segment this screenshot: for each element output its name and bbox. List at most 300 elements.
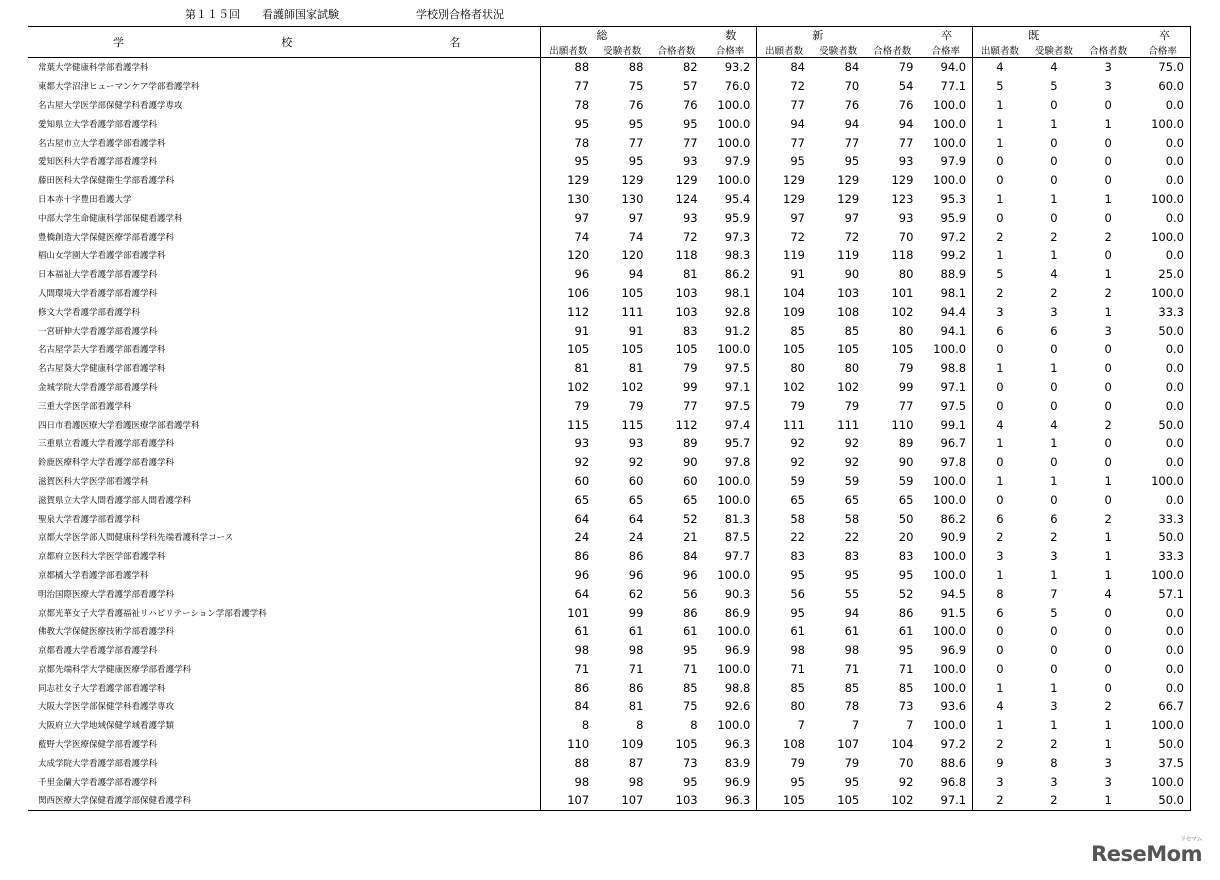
value-cell: 103 bbox=[837, 285, 860, 300]
group-past-char-b: 卒 bbox=[1159, 29, 1170, 42]
value-cell: 111 bbox=[621, 304, 644, 319]
value-cell: 84 bbox=[682, 549, 698, 564]
value-cell: 86 bbox=[574, 549, 590, 564]
value-cell: 95 bbox=[790, 567, 805, 582]
value-cell: 8 bbox=[996, 586, 1004, 601]
value-cell: 87 bbox=[628, 755, 644, 770]
value-cell: 0 bbox=[996, 492, 1004, 507]
value-cell: 61 bbox=[844, 624, 860, 639]
value-cell: 50.0 bbox=[1135, 735, 1190, 754]
value-cell: 24 bbox=[574, 530, 590, 545]
value-cell: 115 bbox=[567, 417, 590, 432]
value-cell: 103 bbox=[649, 791, 703, 810]
school-name-cell: 聖泉大学看護学部看護学科 bbox=[28, 509, 541, 528]
value-cell: 100.0 bbox=[1135, 114, 1190, 133]
value-cell: 86 bbox=[628, 680, 644, 695]
value-cell: 0 bbox=[1104, 135, 1112, 150]
value-cell: 93 bbox=[628, 436, 644, 451]
value-cell: 64 bbox=[574, 586, 590, 601]
value-cell: 95 bbox=[682, 116, 698, 131]
value-cell: 4 bbox=[1050, 417, 1058, 432]
value-cell: 20 bbox=[898, 530, 914, 545]
group-header-total bbox=[541, 27, 757, 44]
value-cell: 75 bbox=[682, 699, 698, 714]
value-cell: 0 bbox=[1050, 135, 1058, 150]
value-cell: 100.0 bbox=[704, 96, 757, 115]
sub-header-cell: 合格者数 bbox=[1081, 43, 1135, 58]
value-cell: 1 bbox=[1050, 248, 1058, 263]
value-cell: 77 bbox=[898, 135, 914, 150]
value-cell: 3 bbox=[1050, 549, 1058, 564]
value-cell: 59 bbox=[790, 473, 805, 488]
value-cell: 129 bbox=[783, 191, 805, 206]
value-cell: 97.1 bbox=[704, 378, 757, 397]
table-row bbox=[28, 171, 1191, 190]
header-char-1: 学 bbox=[113, 36, 124, 49]
table-row bbox=[28, 190, 1191, 209]
value-cell: 2 bbox=[996, 229, 1004, 244]
value-cell: 96 bbox=[574, 267, 590, 282]
value-cell: 2 bbox=[1104, 699, 1112, 714]
value-cell: 94 bbox=[898, 116, 914, 131]
value-cell: 115 bbox=[621, 417, 644, 432]
value-cell: 0 bbox=[1104, 455, 1112, 470]
value-cell: 33.3 bbox=[1135, 547, 1190, 566]
value-cell: 0 bbox=[1050, 492, 1058, 507]
group-total-char-b: 数 bbox=[725, 29, 737, 42]
value-cell: 5 bbox=[996, 79, 1004, 94]
value-cell: 95.9 bbox=[704, 208, 757, 227]
table-row bbox=[28, 340, 1191, 359]
value-cell: 97.3 bbox=[704, 227, 757, 246]
value-cell: 94 bbox=[790, 116, 805, 131]
value-cell: 0 bbox=[1050, 661, 1058, 676]
value-cell: 71 bbox=[844, 661, 860, 676]
value-cell: 4 bbox=[996, 60, 1004, 75]
value-cell: 77 bbox=[628, 135, 644, 150]
sub-header-cell: 受験者数 bbox=[1027, 43, 1081, 58]
school-name-cell: 滋賀県立大学人間看護学部人間看護学科 bbox=[28, 490, 541, 509]
value-cell: 81 bbox=[574, 361, 590, 376]
value-cell: 100.0 bbox=[919, 472, 972, 491]
value-cell: 3 bbox=[1104, 60, 1112, 75]
value-cell: 98 bbox=[574, 643, 590, 658]
value-cell: 0.0 bbox=[1135, 434, 1190, 453]
school-name-cell: 日本赤十字豊田看護大学 bbox=[28, 190, 541, 209]
value-cell: 94.4 bbox=[919, 302, 972, 321]
table-row bbox=[28, 359, 1191, 378]
value-cell: 92 bbox=[844, 436, 860, 451]
value-cell: 88.9 bbox=[919, 265, 972, 284]
value-cell: 78 bbox=[574, 97, 590, 112]
value-cell: 76.0 bbox=[704, 77, 757, 96]
value-cell: 77 bbox=[574, 79, 590, 94]
value-cell: 98.8 bbox=[704, 678, 757, 697]
value-cell: 83 bbox=[682, 323, 698, 338]
value-cell: 66.7 bbox=[1135, 697, 1190, 716]
table-row bbox=[28, 378, 1191, 397]
value-cell: 60.0 bbox=[1135, 77, 1190, 96]
value-cell: 80 bbox=[898, 267, 914, 282]
sub-header-cell: 出願者数 bbox=[757, 43, 811, 58]
value-cell: 86.2 bbox=[919, 509, 972, 528]
value-cell: 71 bbox=[898, 661, 914, 676]
value-cell: 100.0 bbox=[704, 716, 757, 735]
value-cell: 0 bbox=[1050, 379, 1058, 394]
value-cell: 102 bbox=[891, 304, 914, 319]
value-cell: 95 bbox=[682, 643, 698, 658]
value-cell: 37.5 bbox=[1135, 753, 1190, 772]
value-cell: 123 bbox=[891, 191, 914, 206]
value-cell: 95 bbox=[844, 154, 860, 169]
value-cell: 120 bbox=[567, 248, 590, 263]
value-cell: 62 bbox=[628, 586, 644, 601]
value-cell: 72 bbox=[790, 79, 805, 94]
value-cell: 77.1 bbox=[919, 77, 972, 96]
value-cell: 92 bbox=[628, 455, 644, 470]
value-cell: 99 bbox=[898, 379, 914, 394]
value-cell: 57.1 bbox=[1135, 584, 1190, 603]
value-cell: 76 bbox=[844, 97, 860, 112]
value-cell: 6 bbox=[996, 605, 1004, 620]
sub-header-cell: 合格率 bbox=[704, 43, 757, 58]
value-cell: 61 bbox=[898, 624, 914, 639]
value-cell: 76 bbox=[682, 97, 698, 112]
value-cell: 100.0 bbox=[1135, 284, 1190, 303]
sub-header-cell: 合格者数 bbox=[865, 43, 919, 58]
value-cell: 100.0 bbox=[919, 547, 972, 566]
value-cell: 1 bbox=[996, 135, 1004, 150]
value-cell: 79 bbox=[574, 398, 590, 413]
value-cell: 95.3 bbox=[919, 190, 972, 209]
table-row bbox=[28, 547, 1191, 566]
value-cell: 84 bbox=[844, 60, 860, 75]
value-cell: 100.0 bbox=[919, 114, 972, 133]
value-cell: 75 bbox=[628, 79, 644, 94]
value-cell: 100.0 bbox=[1135, 227, 1190, 246]
value-cell: 0 bbox=[1104, 398, 1112, 413]
value-cell: 94.0 bbox=[919, 58, 972, 77]
value-cell: 90 bbox=[898, 455, 914, 470]
value-cell: 0 bbox=[1104, 436, 1112, 451]
value-cell: 108 bbox=[783, 737, 805, 752]
value-cell: 0 bbox=[1050, 173, 1058, 188]
value-cell: 77 bbox=[844, 135, 860, 150]
value-cell: 77 bbox=[682, 135, 698, 150]
value-cell: 112 bbox=[567, 304, 590, 319]
value-cell: 93 bbox=[682, 154, 698, 169]
value-cell: 107 bbox=[595, 791, 649, 810]
value-cell: 0.0 bbox=[1135, 603, 1190, 622]
value-cell: 65 bbox=[574, 492, 590, 507]
value-cell: 74 bbox=[574, 229, 590, 244]
school-name-cell: 名古屋葵大学健康科学部看護学科 bbox=[28, 359, 541, 378]
value-cell: 3 bbox=[996, 549, 1004, 564]
value-cell: 65 bbox=[682, 492, 698, 507]
table-row bbox=[28, 472, 1191, 491]
table-row bbox=[28, 697, 1191, 716]
value-cell: 86 bbox=[628, 549, 644, 564]
value-cell: 1 bbox=[1081, 791, 1135, 810]
value-cell: 97.2 bbox=[919, 227, 972, 246]
school-name-cell: 藤田医科大学保健衛生学部看護学科 bbox=[28, 171, 541, 190]
value-cell: 81 bbox=[628, 699, 644, 714]
value-cell: 0.0 bbox=[1135, 641, 1190, 660]
value-cell: 1 bbox=[996, 473, 1004, 488]
value-cell: 64 bbox=[628, 511, 644, 526]
value-cell: 79 bbox=[844, 398, 860, 413]
value-cell: 8 bbox=[1050, 755, 1058, 770]
value-cell: 0 bbox=[996, 643, 1004, 658]
table-row bbox=[28, 133, 1191, 152]
school-name-cell: 一宮研伸大学看護学部看護学科 bbox=[28, 321, 541, 340]
school-name-cell: 明治国際医療大学看護学部看護学科 bbox=[28, 584, 541, 603]
value-cell: 3 bbox=[1050, 304, 1058, 319]
group-header-new-grad bbox=[757, 27, 973, 44]
value-cell: 111 bbox=[837, 417, 860, 432]
value-cell: 9 bbox=[996, 755, 1004, 770]
sub-header-cell: 合格率 bbox=[919, 43, 972, 58]
value-cell: 72 bbox=[682, 229, 698, 244]
value-cell: 3 bbox=[996, 304, 1004, 319]
value-cell: 1 bbox=[1104, 549, 1112, 564]
table-row bbox=[28, 96, 1191, 115]
value-cell: 85 bbox=[898, 680, 914, 695]
value-cell: 0 bbox=[1104, 210, 1112, 225]
value-cell: 85 bbox=[790, 323, 805, 338]
value-cell: 90 bbox=[682, 455, 698, 470]
value-cell: 101 bbox=[891, 285, 914, 300]
value-cell: 1 bbox=[996, 248, 1004, 263]
header-char-3: 名 bbox=[449, 36, 461, 49]
value-cell: 2 bbox=[1050, 229, 1058, 244]
value-cell: 3 bbox=[1104, 323, 1112, 338]
value-cell: 1 bbox=[1104, 191, 1112, 206]
value-cell: 89 bbox=[898, 436, 914, 451]
value-cell: 72 bbox=[790, 229, 805, 244]
school-name-cell: 三重県立看護大学看護学部看護学科 bbox=[28, 434, 541, 453]
value-cell: 25.0 bbox=[1135, 265, 1190, 284]
value-cell: 97 bbox=[574, 210, 590, 225]
value-cell: 96.9 bbox=[704, 641, 757, 660]
value-cell: 1 bbox=[996, 97, 1004, 112]
table-row bbox=[28, 453, 1191, 472]
value-cell: 1 bbox=[1050, 473, 1058, 488]
value-cell: 74 bbox=[628, 229, 644, 244]
value-cell: 3 bbox=[1050, 699, 1058, 714]
value-cell: 89 bbox=[682, 436, 698, 451]
value-cell: 105 bbox=[757, 791, 811, 810]
value-cell: 86 bbox=[574, 680, 590, 695]
value-cell: 83 bbox=[844, 549, 860, 564]
value-cell: 95 bbox=[574, 154, 590, 169]
value-cell: 91 bbox=[574, 323, 590, 338]
value-cell: 6 bbox=[1050, 511, 1058, 526]
value-cell: 4 bbox=[1050, 267, 1058, 282]
value-cell: 99 bbox=[682, 379, 698, 394]
value-cell: 87.5 bbox=[704, 528, 757, 547]
value-cell: 70 bbox=[898, 755, 914, 770]
value-cell: 0 bbox=[996, 210, 1004, 225]
value-cell: 97 bbox=[844, 210, 860, 225]
value-cell: 0.0 bbox=[1135, 396, 1190, 415]
sub-header-cell: 受験者数 bbox=[595, 43, 649, 58]
value-cell: 0.0 bbox=[1135, 246, 1190, 265]
value-cell: 98 bbox=[574, 774, 590, 789]
value-cell: 129 bbox=[837, 191, 860, 206]
value-cell: 0 bbox=[996, 398, 1004, 413]
value-cell: 61 bbox=[790, 624, 805, 639]
value-cell: 80 bbox=[844, 361, 860, 376]
value-cell: 64 bbox=[574, 511, 590, 526]
logo-ruby: リセマム bbox=[1180, 836, 1202, 843]
group-header-past-grad bbox=[973, 27, 1191, 44]
value-cell: 1 bbox=[996, 191, 1004, 206]
school-name-cell: 修文大学看護学部看護学科 bbox=[28, 302, 541, 321]
value-cell: 0 bbox=[996, 661, 1004, 676]
value-cell: 1 bbox=[1104, 116, 1112, 131]
school-name-cell: 名古屋大学医学部保健学科看護学専攻 bbox=[28, 96, 541, 115]
logo-text: ReseMom bbox=[1091, 842, 1202, 866]
value-cell: 99 bbox=[628, 605, 644, 620]
table-row bbox=[28, 302, 1191, 321]
school-name-cell: 関西医療大学保健看護学部保健看護学科 bbox=[28, 791, 541, 810]
value-cell: 105 bbox=[811, 791, 865, 810]
school-name-cell: 藍野大学医療保健学部看護学科 bbox=[28, 735, 541, 754]
value-cell: 0 bbox=[1104, 361, 1112, 376]
value-cell: 97.2 bbox=[919, 735, 972, 754]
value-cell: 60 bbox=[628, 473, 644, 488]
value-cell: 81 bbox=[628, 361, 644, 376]
value-cell: 81 bbox=[682, 267, 698, 282]
value-cell: 2 bbox=[1027, 791, 1081, 810]
value-cell: 94.1 bbox=[919, 321, 972, 340]
value-cell: 96.7 bbox=[919, 434, 972, 453]
table-row bbox=[28, 772, 1191, 791]
value-cell: 92 bbox=[790, 436, 805, 451]
table-row bbox=[28, 58, 1191, 77]
value-cell: 1 bbox=[996, 116, 1004, 131]
value-cell: 88 bbox=[574, 755, 590, 770]
value-cell: 0 bbox=[1104, 97, 1112, 112]
value-cell: 105 bbox=[621, 342, 644, 357]
table-row bbox=[28, 77, 1191, 96]
value-cell: 80 bbox=[790, 361, 805, 376]
value-cell: 7 bbox=[797, 718, 805, 733]
school-name-cell: 大阪府立大学地域保健学域看護学類 bbox=[28, 716, 541, 735]
value-cell: 56 bbox=[682, 586, 698, 601]
value-cell: 91 bbox=[790, 267, 805, 282]
exam-name: 看護師国家試験 bbox=[262, 8, 339, 21]
value-cell: 91 bbox=[628, 323, 644, 338]
value-cell: 1 bbox=[1050, 361, 1058, 376]
value-cell: 1 bbox=[1050, 567, 1058, 582]
value-cell: 2 bbox=[1104, 511, 1112, 526]
school-name-cell: 太成学院大学看護学部看護学科 bbox=[28, 753, 541, 772]
school-name-cell: 四日市看護医療大学看護医療学部看護学科 bbox=[28, 415, 541, 434]
value-cell: 0.0 bbox=[1135, 171, 1190, 190]
value-cell: 59 bbox=[898, 473, 914, 488]
value-cell: 6 bbox=[996, 511, 1004, 526]
value-cell: 112 bbox=[675, 417, 698, 432]
value-cell: 96.8 bbox=[919, 772, 972, 791]
value-cell: 96 bbox=[628, 567, 644, 582]
value-cell: 103 bbox=[675, 285, 698, 300]
value-cell: 3 bbox=[996, 774, 1004, 789]
value-cell: 0.0 bbox=[1135, 453, 1190, 472]
table-row bbox=[28, 641, 1191, 660]
value-cell: 105 bbox=[567, 342, 590, 357]
value-cell: 103 bbox=[675, 304, 698, 319]
value-cell: 83 bbox=[790, 549, 805, 564]
value-cell: 129 bbox=[891, 173, 914, 188]
value-cell: 85 bbox=[790, 680, 805, 695]
school-name-cell: 名古屋市立大学看護学部看護学科 bbox=[28, 133, 541, 152]
value-cell: 70 bbox=[898, 229, 914, 244]
value-cell: 94 bbox=[628, 267, 644, 282]
value-cell: 100.0 bbox=[704, 660, 757, 679]
value-cell: 80 bbox=[898, 323, 914, 338]
value-cell: 24 bbox=[628, 530, 644, 545]
value-cell: 93 bbox=[682, 210, 698, 225]
pass-results-table bbox=[28, 26, 1191, 811]
school-name-cell: 人間環境大学看護学部看護学科 bbox=[28, 284, 541, 303]
school-name-cell: 常葉大学健康科学部看護学科 bbox=[28, 58, 541, 77]
table-row bbox=[28, 678, 1191, 697]
value-cell: 50.0 bbox=[1135, 321, 1190, 340]
value-cell: 0 bbox=[1104, 154, 1112, 169]
school-name-cell: 大阪大学医学部保健学科看護学専攻 bbox=[28, 697, 541, 716]
value-cell: 86 bbox=[682, 605, 698, 620]
value-cell: 0 bbox=[996, 455, 1004, 470]
value-cell: 78 bbox=[844, 699, 860, 714]
value-cell: 110 bbox=[567, 737, 590, 752]
value-cell: 0 bbox=[1104, 661, 1112, 676]
resemom-logo bbox=[1091, 836, 1202, 866]
value-cell: 61 bbox=[574, 624, 590, 639]
value-cell: 100.0 bbox=[704, 566, 757, 585]
table-row bbox=[28, 660, 1191, 679]
value-cell: 84 bbox=[574, 699, 590, 714]
value-cell: 91.2 bbox=[704, 321, 757, 340]
table-row bbox=[28, 246, 1191, 265]
value-cell: 1 bbox=[1104, 718, 1112, 733]
value-cell: 59 bbox=[844, 473, 860, 488]
value-cell: 7 bbox=[851, 718, 860, 733]
table-row bbox=[28, 566, 1191, 585]
value-cell: 105 bbox=[837, 342, 860, 357]
table-row bbox=[28, 509, 1191, 528]
value-cell: 129 bbox=[567, 173, 590, 188]
value-cell: 97.5 bbox=[704, 359, 757, 378]
school-name-cell: 千里金蘭大学看護学部看護学科 bbox=[28, 772, 541, 791]
school-name-cell: 愛知医科大学看護学部看護学科 bbox=[28, 152, 541, 171]
value-cell: 95.9 bbox=[919, 208, 972, 227]
value-cell: 85 bbox=[682, 680, 698, 695]
value-cell: 93.2 bbox=[704, 58, 757, 77]
value-cell: 86.2 bbox=[704, 265, 757, 284]
table-row bbox=[28, 528, 1191, 547]
value-cell: 21 bbox=[682, 530, 698, 545]
sub-header-cell: 受験者数 bbox=[811, 43, 865, 58]
value-cell: 71 bbox=[628, 661, 644, 676]
value-cell: 100.0 bbox=[704, 340, 757, 359]
value-cell: 97.8 bbox=[704, 453, 757, 472]
value-cell: 1 bbox=[996, 567, 1004, 582]
group-new-char-b: 卒 bbox=[941, 29, 953, 42]
value-cell: 79 bbox=[628, 398, 644, 413]
value-cell: 0 bbox=[1050, 455, 1058, 470]
